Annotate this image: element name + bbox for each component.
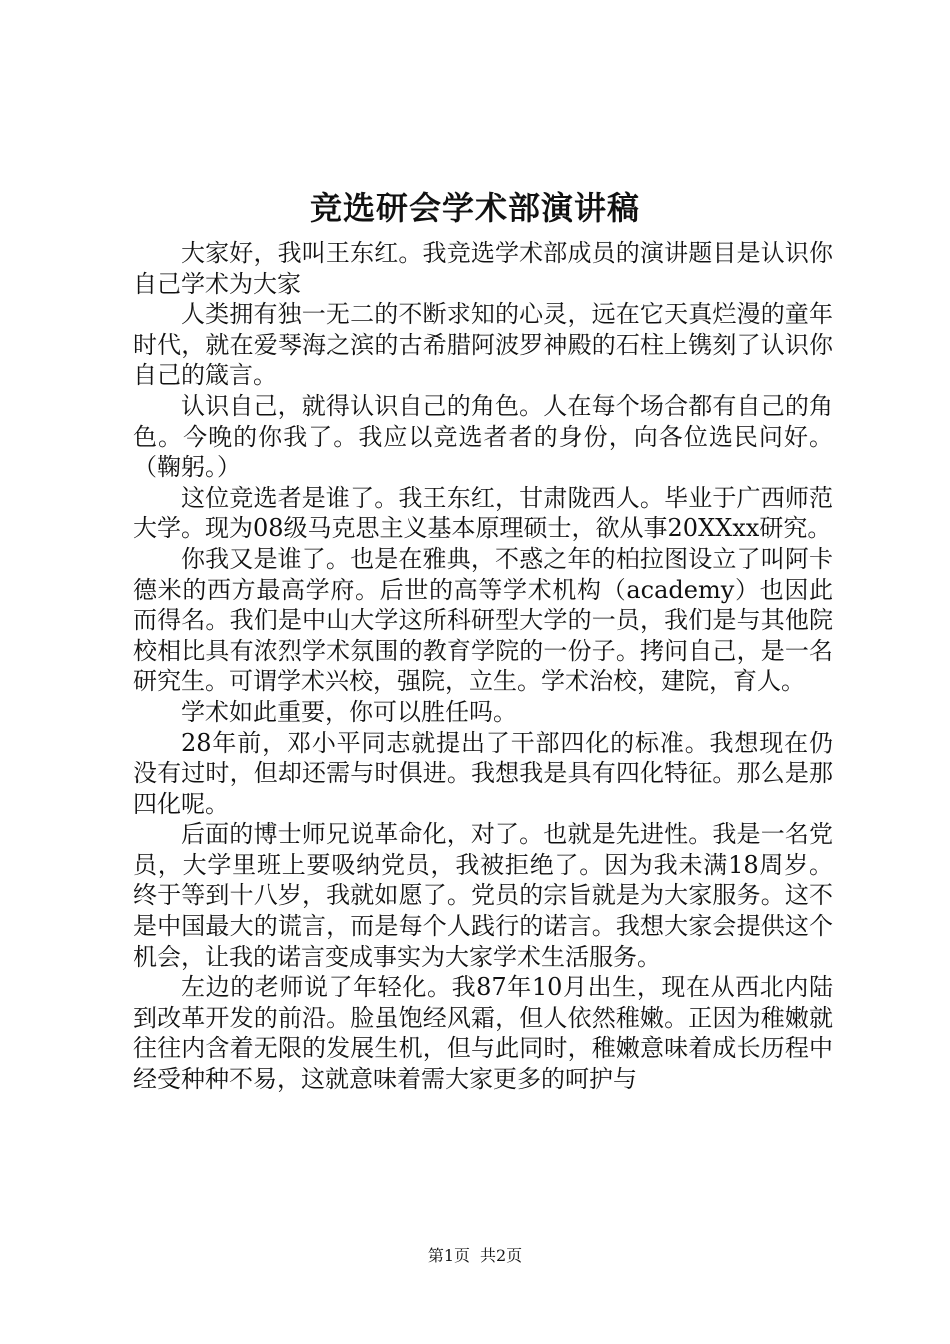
document-title: 竞选研会学术部演讲稿 — [309, 189, 640, 227]
paragraph-3: 认识自己，就得认识自己的角色。人在每个场合都有自己的角色。今晚的你我了。我应以竞选者者的身份，向各位选民问好。（鞠躬。） — [133, 391, 833, 482]
paragraph-8: 后面的博士师兄说革命化，对了。也就是先进性。我是一名党员，大学里班上要吸纳党员，我被拒绝了。因为我未满18周岁。终于等到十八岁，我就如愿了。党员的宗旨就是为大家服务。这不是中国最大的谎言，而是每个人践行的诺言。我想大家会提供这个机会，让我的诺言变成事实为大家学术生活服务。 — [133, 820, 833, 971]
paragraph-2: 人类拥有独一无二的不断求知的心灵，远在它天真烂漫的童年时代，就在爱琴海之滨的古希腊阿波罗神殿的石柱上镌刻了认识你自己的箴言。 — [133, 300, 833, 390]
paragraph-4: 这位竞选者是谁了。我王东红，甘肃陇西人。毕业于广西师范大学。现为08级马克思主义基本原理硕士，欲从事20XXxx研究。 — [133, 483, 833, 543]
paragraph-1: 大家好，我叫王东红。我竞选学术部成员的演讲题目是认识你自己学术为大家 — [133, 239, 833, 298]
document-body — [133, 238, 833, 1095]
paragraph-5: 你我又是谁了。也是在雅典，不惑之年的柏拉图设立了叫阿卡德米的西方最高学府。后世的高等学术机构（academy）也因此而得名。我们是中山大学这所科研型大学的一员，我们是与其他院校相比具有浓烈学术氛围的教育学院的一份子。拷问自己，是一名研究生。可谓学术兴校，强院，立生。学术治校，建院，育人。 — [133, 544, 833, 696]
page-number-current: 第1页 — [427, 1246, 470, 1265]
page-number-total: 共2页 — [480, 1246, 523, 1265]
page-footer — [0, 1244, 950, 1268]
paragraph-9: 左边的老师说了年轻化。我87年10月出生，现在从西北内陆到改革开发的前沿。脸虽饱经风霜，但人依然稚嫩。正因为稚嫩就往往内含着无限的发展生机，但与此同时，稚嫩意味着成长历程中经受种种不易，这就意味着需大家更多的呵护与 — [133, 973, 833, 1094]
paragraph-6: 学术如此重要，你可以胜任吗。 — [181, 697, 517, 726]
paragraph-7: 28年前，邓小平同志就提出了干部四化的标准。我想现在仍没有过时，但却还需与时俱进。我想我是具有四化特征。那么是那四化呢。 — [133, 728, 833, 818]
